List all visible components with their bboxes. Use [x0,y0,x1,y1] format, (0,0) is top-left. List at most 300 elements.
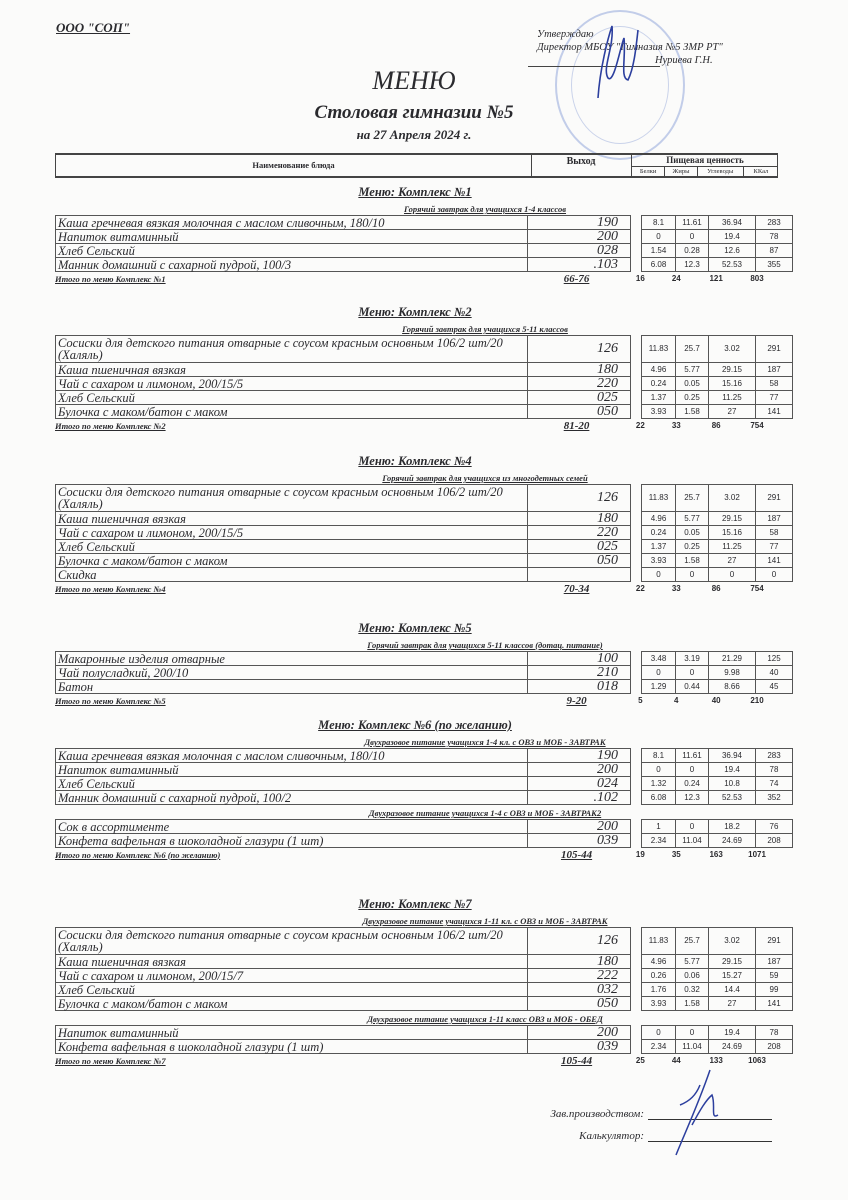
dish-output: 050 [528,554,631,568]
total-price: 66-76 [563,272,590,285]
group-subtitle: Двухразовое питание учащихся 1-4 с ОВЗ и МОБ - ЗАВТРАК2 [368,808,602,818]
total-fat: 24 [671,274,681,283]
dish-fat: 3.19 [676,652,709,666]
dish-carbs: 15.16 [709,526,756,540]
dish-name: Манник домашний с сахарной пудрой, 100/2 [56,791,528,805]
dish-kcal: 59 [756,969,793,983]
table-row [56,763,793,777]
section-total [55,848,775,861]
dish-protein: 2.34 [642,834,676,848]
dish-carbs: 10.8 [709,777,756,791]
dish-fat: 11.61 [676,216,709,230]
column-gap [631,983,642,997]
column-gap [631,485,642,512]
dish-output: 032 [528,983,631,997]
dish-carbs: 11.25 [709,391,756,405]
dish-protein: 8.1 [642,216,676,230]
dish-carbs: 3.02 [709,928,756,955]
column-header-protein: Белки [632,167,665,177]
column-gap [631,1026,642,1040]
dish-kcal: 187 [756,955,793,969]
section-title: Меню: Комплекс №1 [358,185,472,199]
total-carbs: 40 [711,696,721,705]
dish-kcal: 355 [756,258,793,272]
dish-fat: 0.24 [676,777,709,791]
dish-name: Манник домашний с сахарной пудрой, 100/3 [56,258,528,272]
dish-carbs: 27 [709,554,756,568]
column-header-nutrition [632,155,778,176]
column-gap [631,230,642,244]
table-row [56,834,793,848]
total-price: 70-34 [563,582,590,595]
dish-name: Каша пшеничная вязкая [56,955,528,969]
column-gap [631,777,642,791]
total-label: Итого по меню Комплекс №5 [55,695,166,706]
page-subtitle: Столовая гимназии №5 [314,102,514,123]
total-protein: 5 [638,696,643,705]
column-header-fat: Жиры [665,167,697,177]
total-fat: 4 [674,696,679,705]
dish-fat: 0.44 [676,680,709,694]
dish-name: Хлеб Сельский [56,244,528,258]
dish-fat: 25.7 [676,336,709,363]
dish-fat: 5.77 [676,512,709,526]
dish-fat: 0.32 [676,983,709,997]
column-header-kcal: ККал [753,168,769,175]
dish-output: 190 [528,216,631,230]
column-gap [631,763,642,777]
column-gap [631,749,642,763]
dish-fat: 5.77 [676,955,709,969]
dish-fat: 25.7 [676,485,709,512]
menu-section [55,895,781,1067]
dish-table [55,819,793,848]
dish-kcal: 87 [756,244,793,258]
menu-section [55,619,781,707]
section-title: Меню: Комплекс №2 [358,305,472,319]
dish-carbs: 14.4 [709,983,756,997]
dish-name: Конфета вафельная в шоколадной глазури (1 шт) [56,834,528,848]
column-gap [631,680,642,694]
dish-protein: 0.24 [642,526,676,540]
dish-carbs: 8.66 [709,680,756,694]
column-gap [631,405,642,419]
dish-table [55,215,793,272]
dish-carbs: 19.4 [709,763,756,777]
total-price: 9-20 [566,694,587,707]
dish-output: 028 [528,244,631,258]
dish-output: 100 [528,652,631,666]
dish-protein: 6.08 [642,791,676,805]
dish-fat: 0.25 [676,391,709,405]
dish-carbs: 19.4 [709,1026,756,1040]
dish-name: Чай с сахаром и лимоном, 200/15/5 [56,377,528,391]
dish-table [55,927,793,1011]
dish-name: Сосиски для детского питания отварные с соусом красным основным 106/2 шт/20 (Халяль) [56,336,528,363]
dish-output: 050 [528,405,631,419]
total-protein: 22 [635,421,645,430]
table-row [56,230,793,244]
dish-protein: 11.83 [642,485,676,512]
dish-fat: 0.25 [676,540,709,554]
dish-kcal: 283 [756,216,793,230]
column-gap [631,258,642,272]
dish-kcal: 291 [756,928,793,955]
dish-fat: 1.58 [676,554,709,568]
table-row [56,777,793,791]
dish-fat: 0 [676,1026,709,1040]
dish-fat: 1.58 [676,405,709,419]
dish-protein: 3.93 [642,405,676,419]
dish-carbs: 27 [709,405,756,419]
total-kcal: 1063 [748,1056,766,1065]
dish-name: Напиток витаминный [56,230,528,244]
dish-carbs: 0 [709,568,756,582]
table-row [56,969,793,983]
dish-output: .103 [528,258,631,272]
total-carbs: 86 [711,584,721,593]
dish-carbs: 29.15 [709,363,756,377]
production-label: Зав.производством: [550,1108,644,1120]
table-row [56,680,793,694]
dish-name: Макаронные изделия отварные [56,652,528,666]
dish-carbs: 36.94 [709,216,756,230]
section-total [55,1054,775,1067]
dish-protein: 1 [642,820,676,834]
total-kcal: 1071 [748,850,766,859]
organization-name: ООО "СОП" [56,20,131,35]
column-gap [631,377,642,391]
dish-output: 200 [528,820,631,834]
table-row [56,666,793,680]
dish-output: 126 [528,928,631,955]
table-row [56,512,793,526]
group-subtitle: Двухразовое питание учащихся 1-11 класс ОВЗ и МОБ - ОБЕД [367,1014,603,1024]
approve-position: Директор МБОУ "Гимназия №5 ЗМР РТ" [537,42,723,53]
table-row [56,336,793,363]
dish-protein: 1.76 [642,983,676,997]
dish-protein: 0 [642,666,676,680]
dish-name: Чай с сахаром и лимоном, 200/15/7 [56,969,528,983]
column-gap [631,834,642,848]
dish-carbs: 3.02 [709,336,756,363]
dish-fat: 12.3 [676,258,709,272]
dish-fat: 0 [676,820,709,834]
dish-protein: 0 [642,568,676,582]
dish-name: Хлеб Сельский [56,983,528,997]
dish-output: 190 [528,749,631,763]
section-total [55,582,775,595]
dish-kcal: 99 [756,983,793,997]
dish-protein: 3.48 [642,652,676,666]
total-carbs: 163 [709,850,723,859]
dish-kcal: 0 [756,568,793,582]
dish-name: Булочка с маком/батон с маком [56,997,528,1011]
column-gap [631,791,642,805]
dish-carbs: 11.25 [709,540,756,554]
dish-carbs: 36.94 [709,749,756,763]
dish-fat: 0 [676,568,709,582]
dish-protein: 8.1 [642,749,676,763]
dish-kcal: 208 [756,834,793,848]
dish-output: 200 [528,1026,631,1040]
dish-output: 024 [528,777,631,791]
page-title: МЕНЮ [372,66,456,95]
menu-date: на 27 Апреля 2024 г. [356,127,472,142]
dish-protein: 1.29 [642,680,676,694]
dish-protein: 0 [642,1026,676,1040]
calculator-label: Калькулятор: [579,1130,644,1142]
dish-carbs: 24.69 [709,1040,756,1054]
column-gap [631,955,642,969]
column-gap [631,997,642,1011]
dish-fat: 11.04 [676,834,709,848]
group-subtitle: Двухразовое питание учащихся 1-11 кл. с ОВЗ и МОБ - ЗАВТРАК [362,916,608,926]
dish-name: Каша гречневая вязкая молочная с маслом сливочным, 180/10 [56,216,528,230]
dish-table [55,651,793,694]
total-carbs: 121 [709,274,723,283]
menu-section [55,183,781,285]
total-label: Итого по меню Комплекс №7 [55,1055,166,1066]
dish-output: 220 [528,377,631,391]
column-gap [631,820,642,834]
dish-name: Булочка с маком/батон с маком [56,405,528,419]
dish-output: 050 [528,997,631,1011]
dish-name: Хлеб Сельский [56,540,528,554]
table-row [56,554,793,568]
section-title: Меню: Комплекс №7 [358,897,472,911]
dish-protein: 3.93 [642,554,676,568]
table-row [56,244,793,258]
dish-carbs: 27 [709,997,756,1011]
dish-table [55,335,793,419]
dish-name: Хлеб Сельский [56,391,528,405]
group-subtitle: Горячий завтрак для учащихся 5-11 классов (дотац. питание) [367,640,603,650]
dish-kcal: 74 [756,777,793,791]
dish-name: Каша пшеничная вязкая [56,512,528,526]
column-gap [631,969,642,983]
dish-protein: 3.93 [642,997,676,1011]
dish-fat: 1.58 [676,997,709,1011]
dish-output: 025 [528,391,631,405]
table-row [56,652,793,666]
dish-name: Каша гречневая вязкая молочная с маслом сливочным, 180/10 [56,749,528,763]
table-row [56,485,793,512]
dish-output: 222 [528,969,631,983]
section-total [55,272,775,285]
total-carbs: 133 [709,1056,723,1065]
dish-fat: 0.05 [676,377,709,391]
dish-fat: 12.3 [676,791,709,805]
dish-carbs: 24.69 [709,834,756,848]
dish-kcal: 58 [756,377,793,391]
dish-kcal: 76 [756,820,793,834]
section-title: Меню: Комплекс №4 [358,454,472,468]
dish-output: 126 [528,336,631,363]
table-row [56,820,793,834]
dish-protein: 6.08 [642,258,676,272]
dish-fat: 11.04 [676,1040,709,1054]
total-label: Итого по меню Комплекс №4 [55,583,166,594]
dish-output: 200 [528,230,631,244]
dish-protein: 0 [642,763,676,777]
menu-section [55,303,781,432]
group-subtitle: Горячий завтрак для учащихся 5-11 классов [402,324,568,334]
column-header-carbs: Углеводы [698,167,744,177]
dish-kcal: 40 [756,666,793,680]
dish-fat: 0 [676,230,709,244]
dish-kcal: 141 [756,997,793,1011]
dish-output: .102 [528,791,631,805]
dish-kcal: 283 [756,749,793,763]
total-kcal: 803 [750,274,764,283]
dish-name: Напиток витаминный [56,763,528,777]
table-row [56,391,793,405]
dish-output: 180 [528,512,631,526]
dish-kcal: 77 [756,391,793,405]
dish-carbs: 19.4 [709,230,756,244]
dish-name: Скидка [56,568,528,582]
table-row [56,1040,793,1054]
dish-table [55,1025,793,1054]
total-fat: 35 [671,850,681,859]
dish-fat: 0 [676,763,709,777]
column-gap [631,554,642,568]
total-protein: 22 [635,584,645,593]
column-gap [631,363,642,377]
dish-carbs: 12.6 [709,244,756,258]
total-fat: 33 [671,421,681,430]
dish-carbs: 29.15 [709,512,756,526]
table-header [55,153,778,178]
table-row [56,216,793,230]
column-gap [631,666,642,680]
total-price: 105-44 [560,1054,593,1067]
dish-kcal: 78 [756,230,793,244]
dish-protein: 4.96 [642,363,676,377]
total-label: Итого по меню Комплекс №1 [55,273,166,284]
dish-fat: 0 [676,666,709,680]
total-fat: 33 [671,584,681,593]
dish-protein: 1.32 [642,777,676,791]
dish-kcal: 208 [756,1040,793,1054]
total-price: 81-20 [563,419,590,432]
dish-output: 126 [528,485,631,512]
column-gap [631,244,642,258]
dish-name: Чай полусладкий, 200/10 [56,666,528,680]
total-kcal: 210 [750,696,764,705]
table-row [56,363,793,377]
column-gap [631,540,642,554]
section-title: Меню: Комплекс №6 (по желанию) [318,718,512,732]
table-row [56,568,793,582]
dish-carbs: 18.2 [709,820,756,834]
dish-protein: 4.96 [642,955,676,969]
nutrition-title: Пищевая ценность [666,155,744,165]
dish-carbs: 52.53 [709,258,756,272]
dish-carbs: 3.02 [709,485,756,512]
dish-kcal: 141 [756,554,793,568]
dish-kcal: 141 [756,405,793,419]
approve-name: Нуриева Г.Н. [655,55,713,66]
group-subtitle: Горячий завтрак для учащихся 1-4 классов [403,204,567,214]
dish-protein: 4.96 [642,512,676,526]
footer-signatures [540,1098,772,1142]
table-row [56,1026,793,1040]
dish-name: Конфета вафельная в шоколадной глазури (1 шт) [56,1040,528,1054]
table-row [56,526,793,540]
table-row [56,955,793,969]
dish-kcal: 77 [756,540,793,554]
dish-protein: 0.26 [642,969,676,983]
dish-output: 180 [528,363,631,377]
total-kcal: 754 [750,584,764,593]
dish-fat: 5.77 [676,363,709,377]
dish-fat: 0.06 [676,969,709,983]
table-row [56,405,793,419]
dish-kcal: 187 [756,512,793,526]
total-label: Итого по меню Комплекс №6 (по желанию) [55,849,221,860]
table-row [56,997,793,1011]
total-fat: 44 [671,1056,681,1065]
dish-name: Сосиски для детского питания отварные с соусом красным основным 106/2 шт/20 (Халяль) [56,485,528,512]
dish-fat: 0.28 [676,244,709,258]
dish-fat: 25.7 [676,928,709,955]
dish-output: 025 [528,540,631,554]
dish-output: 039 [528,1040,631,1054]
section-total [55,694,775,707]
table-row [56,749,793,763]
dish-protein: 0.24 [642,377,676,391]
dish-table [55,484,793,582]
section-title: Меню: Комплекс №5 [358,621,472,635]
dish-carbs: 21.29 [709,652,756,666]
menu-section [55,452,781,595]
dish-output: 180 [528,955,631,969]
dish-kcal: 125 [756,652,793,666]
total-kcal: 754 [750,421,764,430]
dish-name: Хлеб Сельский [56,777,528,791]
total-protein: 19 [635,850,645,859]
table-row [56,540,793,554]
dish-name: Батон [56,680,528,694]
column-header-name: Наименование блюда [56,155,532,176]
total-carbs: 86 [711,421,721,430]
dish-protein: 2.34 [642,1040,676,1054]
dish-carbs: 15.16 [709,377,756,391]
column-gap [631,512,642,526]
dish-output: 200 [528,763,631,777]
dish-protein: 1.37 [642,391,676,405]
dish-kcal: 291 [756,485,793,512]
dish-output [528,568,631,582]
column-header-output: Выход [531,155,632,176]
dish-kcal: 78 [756,763,793,777]
calculator-signature-icon [670,1065,730,1160]
column-gap [631,568,642,582]
table-row [56,377,793,391]
dish-protein: 1.54 [642,244,676,258]
total-label: Итого по меню Комплекс №2 [55,420,166,431]
dish-protein: 11.83 [642,336,676,363]
dish-kcal: 78 [756,1026,793,1040]
column-gap [631,336,642,363]
dish-name: Напиток витаминный [56,1026,528,1040]
approve-label: Утверждаю [537,29,594,40]
dish-carbs: 29.15 [709,955,756,969]
column-gap [631,1040,642,1054]
dish-table [55,748,793,805]
